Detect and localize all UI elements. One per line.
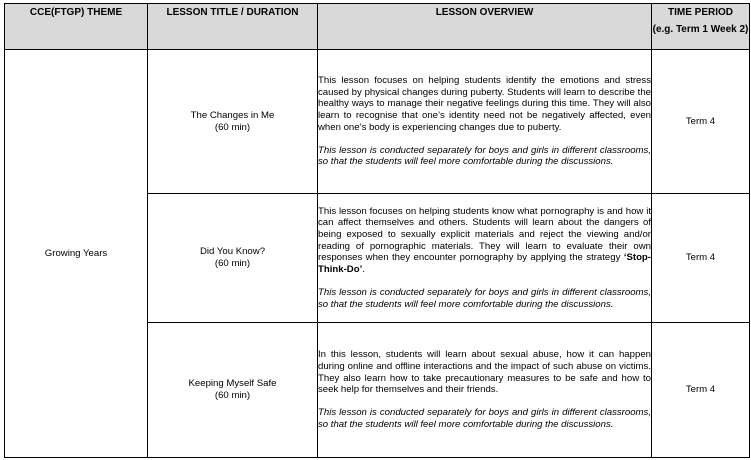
header-time-period-label: TIME PERIOD — [667, 7, 733, 18]
lesson-title: Did You Know? — [199, 246, 266, 258]
lesson-duration: (60 min) — [214, 258, 251, 269]
lesson-duration: (60 min) — [214, 390, 251, 401]
lesson-overview-cell — [318, 323, 652, 458]
lesson-title: Keeping Myself Safe — [188, 378, 277, 390]
overview-text-start: This lesson focuses on helping students know what pornography is and how it can affect themselves and others. Students will learn about the dangers of being exposed to sexually explicit materials and reject the viewing and/or reading of pornographic materials. They will learn to evaluate their own responses when they encounter pornography by applying the strategy — [318, 205, 651, 264]
theme-cell: Growing Years — [5, 50, 148, 458]
lesson-plan-table — [4, 3, 750, 458]
header-time-period-example: (e.g. Term 1 Week 2) — [652, 24, 749, 35]
lesson-overview-cell — [318, 194, 652, 323]
lesson-overview-text: This lesson focuses on helping students identify the emotions and stress caused by physical changes during puberty. Students will learn to describe the healthy ways to manage their negative feelings during this time. They will also learn to recognise that one’s identity need not be negatively affected, even when one’s body is experiencing changes due to puberty. — [318, 75, 651, 133]
lesson-duration: (60 min) — [214, 121, 251, 133]
header-theme: CCE(FTGP) THEME — [5, 4, 148, 50]
table-header — [5, 4, 750, 50]
header-lesson-title: LESSON TITLE / DURATION — [148, 4, 318, 50]
lesson-overview-note: This lesson is conducted separately for boys and girls in different classrooms, so that the students will feel more comfortable during the discussions. — [318, 407, 651, 430]
lesson-title: The Changes in Me — [190, 109, 275, 121]
lesson-overview-note: This lesson is conducted separately for boys and girls in different classrooms, so that the students will feel more comfortable during the discussions. — [318, 144, 651, 168]
time-period-cell: Term 4 — [652, 50, 750, 194]
lesson-title-cell — [148, 50, 318, 194]
overview-text-end: . — [362, 263, 365, 275]
lesson-overview-text: In this lesson, students will learn about sexual abuse, how it can happen during online and offline interactions and the impact of such abuse on victims. They also learn how to take precautionary measures to be safe and how to seek help for themselves and their friends. — [318, 349, 651, 396]
header-time-period — [652, 4, 750, 50]
table-row — [5, 50, 750, 194]
lesson-overview-cell — [318, 50, 652, 194]
lesson-title-cell — [148, 323, 318, 458]
time-period-cell: Term 4 — [652, 194, 750, 323]
strategy-name: ‘Stop-Think-Do’ — [318, 252, 651, 275]
header-overview: LESSON OVERVIEW — [318, 4, 652, 50]
lesson-title-cell — [148, 194, 318, 323]
lesson-overview-text — [318, 206, 651, 276]
time-period-cell: Term 4 — [652, 323, 750, 458]
lesson-overview-note: This lesson is conducted separately for boys and girls in different classrooms, so that the students will feel more comfortable during the discussions. — [318, 286, 651, 310]
header-row — [5, 4, 750, 50]
